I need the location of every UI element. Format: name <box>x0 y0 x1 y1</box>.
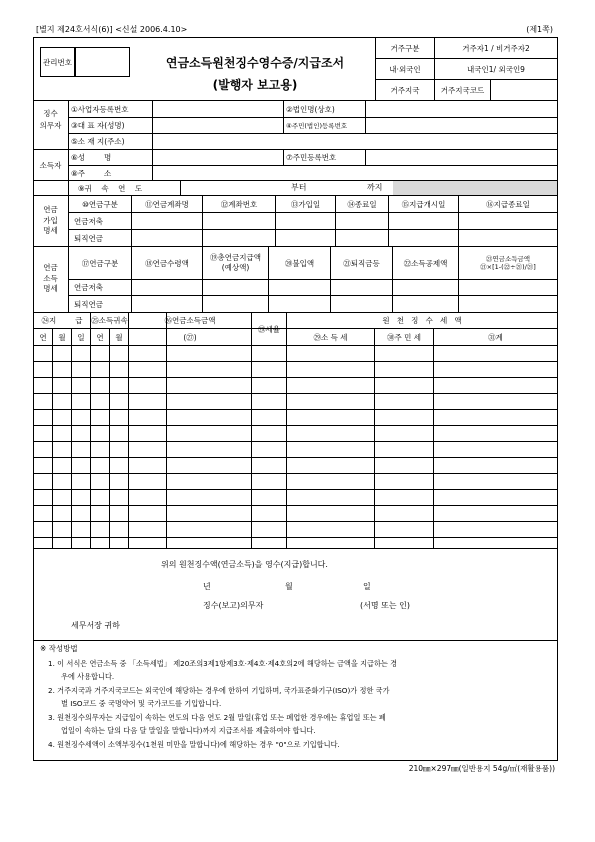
payer-section-label: 징수 의무자 <box>39 109 62 130</box>
sub-col-account-name: ⑪연금계좌명 <box>145 199 189 209</box>
ledger-paid-header: ㉔지 급 <box>41 316 83 325</box>
attribution-year-label: ⑨귀 속 연 도 <box>77 183 143 193</box>
ledger-withheld-header: 원 천 징 수 세 액 <box>382 316 462 325</box>
ledger-rows[interactable] <box>34 346 557 547</box>
earner-address-field[interactable] <box>153 166 557 180</box>
mgmt-no-label: 관리번호 <box>43 57 72 67</box>
ledger-col-income-tax: ㉙소 득 세 <box>313 332 348 342</box>
sub-col-join-date: ⑬가입일 <box>290 199 321 209</box>
payer-address-field[interactable] <box>153 134 557 149</box>
earner-section-label: 소득자 <box>39 160 62 170</box>
inc-col-deduction: ㉒소득공제액 <box>403 258 448 268</box>
ledger-amount-unit: (㉗) <box>183 332 197 342</box>
cert-day-label: 일 <box>363 582 371 591</box>
cert-month-label: 월 <box>285 582 293 591</box>
ledger-col-resident-tax: ㉚주 민 세 <box>386 332 421 342</box>
note-1a: 1. 이 서식은 연금소득 중 「소득세법」 제20조의3제1항제3호·제4호·제4호의2에 해당하는 금액을 지급하는 경 <box>48 659 398 668</box>
earner-name-label: ⑥성 명 <box>71 153 112 162</box>
ledger-col-year: 연 <box>39 332 47 342</box>
nationality-label: 내·외국인 <box>389 64 421 74</box>
period-to-label: 까지 <box>367 183 383 192</box>
sub-row-savings: 연금저축 <box>74 216 103 226</box>
ledger-col-day: 일 <box>77 332 85 342</box>
ledger-col-attr-year: 연 <box>96 332 104 342</box>
mgmt-no-field[interactable] <box>75 47 130 77</box>
cert-sign-label: (서명 또는 인) <box>360 601 410 610</box>
corp-name-label: ②법인명(상호) <box>286 104 335 114</box>
sub-col-pay-end: ⑯지급종료일 <box>486 199 530 209</box>
inc-col-contribution: ⑳불입액 <box>284 258 315 268</box>
note-4: 4. 원천징수세액이 소액부징수(1천원 미만을 말합니다)에 해당하는 경우 "0"으로 기입합니다. <box>48 740 340 749</box>
representative-label: ③대 표 자(성명) <box>71 121 125 130</box>
ledger-attr-header: ㉕소득귀속 <box>91 316 128 325</box>
note-3a: 3. 원천징수의무자는 지급일이 속하는 연도의 다음 연도 2월 말일(휴업 또는 폐업한 경우에는 휴업일 또는 폐 <box>48 713 386 722</box>
inc-col-pension-type: ⑰연금구분 <box>81 258 119 268</box>
biz-reg-no-label: ①사업자등록번호 <box>71 104 129 114</box>
sub-col-end-date: ⑭종료일 <box>347 199 377 209</box>
period-from-label: 부터 <box>291 183 307 192</box>
ledger-col-total: ㉛계 <box>488 332 503 342</box>
certification-statement: 위의 원천징수액(연금소득)을 영수(지급)합니다. <box>161 560 328 569</box>
cert-year-label: 년 <box>203 582 211 591</box>
ledger-col-month: 월 <box>58 332 66 342</box>
period-to-field[interactable] <box>312 181 367 195</box>
subscription-section-label: 연금 가입 명세 <box>43 205 58 236</box>
ledger-rate-header: ㉘세율 <box>258 324 280 334</box>
income-section-label: 연금 소득 명세 <box>43 263 58 294</box>
sub-row-retirement: 퇴직연금 <box>74 233 103 243</box>
ledger-col-attr-month: 월 <box>115 332 123 342</box>
inc-col-income-amount: ㉓연금소득금액 ㉑×[1-(㉒÷㉑)/㉑] <box>480 254 536 271</box>
cert-addressee: 세무서장 귀하 <box>71 621 120 630</box>
note-3b: 업일이 속하는 달의 다음 달 말일을 말합니다)까지 지급조서를 제출하여야 합니다. <box>61 726 316 735</box>
inc-row-retirement: 퇴직연금 <box>74 299 103 309</box>
representative-field[interactable] <box>153 118 282 133</box>
earner-name-field[interactable] <box>153 150 282 165</box>
shaded-area <box>393 181 557 195</box>
resident-no-label: ⑦주민등록번호 <box>286 153 337 162</box>
corp-reg-no-field[interactable] <box>366 118 557 133</box>
earner-address-label: ⑧주 소 <box>71 168 112 178</box>
residence-type-value[interactable]: 거주자1 / 비거주자2 <box>462 43 530 53</box>
residence-type-label: 거주구분 <box>390 43 420 53</box>
form-subtitle: (발행자 보고용) <box>212 78 298 92</box>
form-id: [별지 제24호서식(6)] <신설 2006.4.10> <box>36 25 188 34</box>
note-2b: 별 ISO코드 중 국명약어 및 국가코드를 기입합니다. <box>61 699 222 708</box>
payer-address-label: ⑤소 재 지(주소) <box>71 137 125 146</box>
inc-row-savings: 연금저축 <box>74 283 103 292</box>
sub-col-pension-type: ⑩연금구분 <box>82 199 118 209</box>
sub-col-account-no: ⑫계좌번호 <box>220 199 258 209</box>
ledger-amount-header: ㉖연금소득금액 <box>164 316 216 325</box>
inc-col-severance: ㉑퇴직금등 <box>343 258 380 268</box>
cert-agent-label: 징수(보고)의무자 <box>203 601 264 610</box>
form-title: 연금소득원천징수영수증/지급조서 <box>165 56 345 70</box>
country-label: 거주지국 <box>390 85 420 95</box>
paper-spec: 210㎜×297㎜(일반용지 54g/㎡(재활용품)) <box>408 764 555 773</box>
resident-no-field[interactable] <box>366 150 557 165</box>
notes-heading: ※ 작성방법 <box>40 644 78 653</box>
inc-col-received: ⑱연금수령액 <box>145 258 189 268</box>
sub-col-pay-start: ⑮지급개시일 <box>401 199 446 209</box>
nationality-value[interactable]: 내국인1/ 외국인9 <box>467 64 525 74</box>
note-2a: 2. 거주지국과 거주지국코드는 외국인에 해당하는 경우에 한하여 기입하며, 국가표준화기구(ISO)가 정한 국가 <box>48 686 390 695</box>
corp-reg-no-label: ④주민(법인)등록번호 <box>286 122 348 130</box>
inc-col-total-paid: ⑲총연금지급액 (예상액) <box>210 253 261 272</box>
note-1b: 우에 사용합니다. <box>61 672 115 681</box>
country-code-label: 거주지국코드 <box>440 85 485 95</box>
corp-name-field[interactable] <box>366 101 557 117</box>
period-from-field[interactable] <box>181 181 291 195</box>
page-number: (제1쪽) <box>526 25 553 34</box>
biz-reg-no-field[interactable] <box>153 101 282 117</box>
